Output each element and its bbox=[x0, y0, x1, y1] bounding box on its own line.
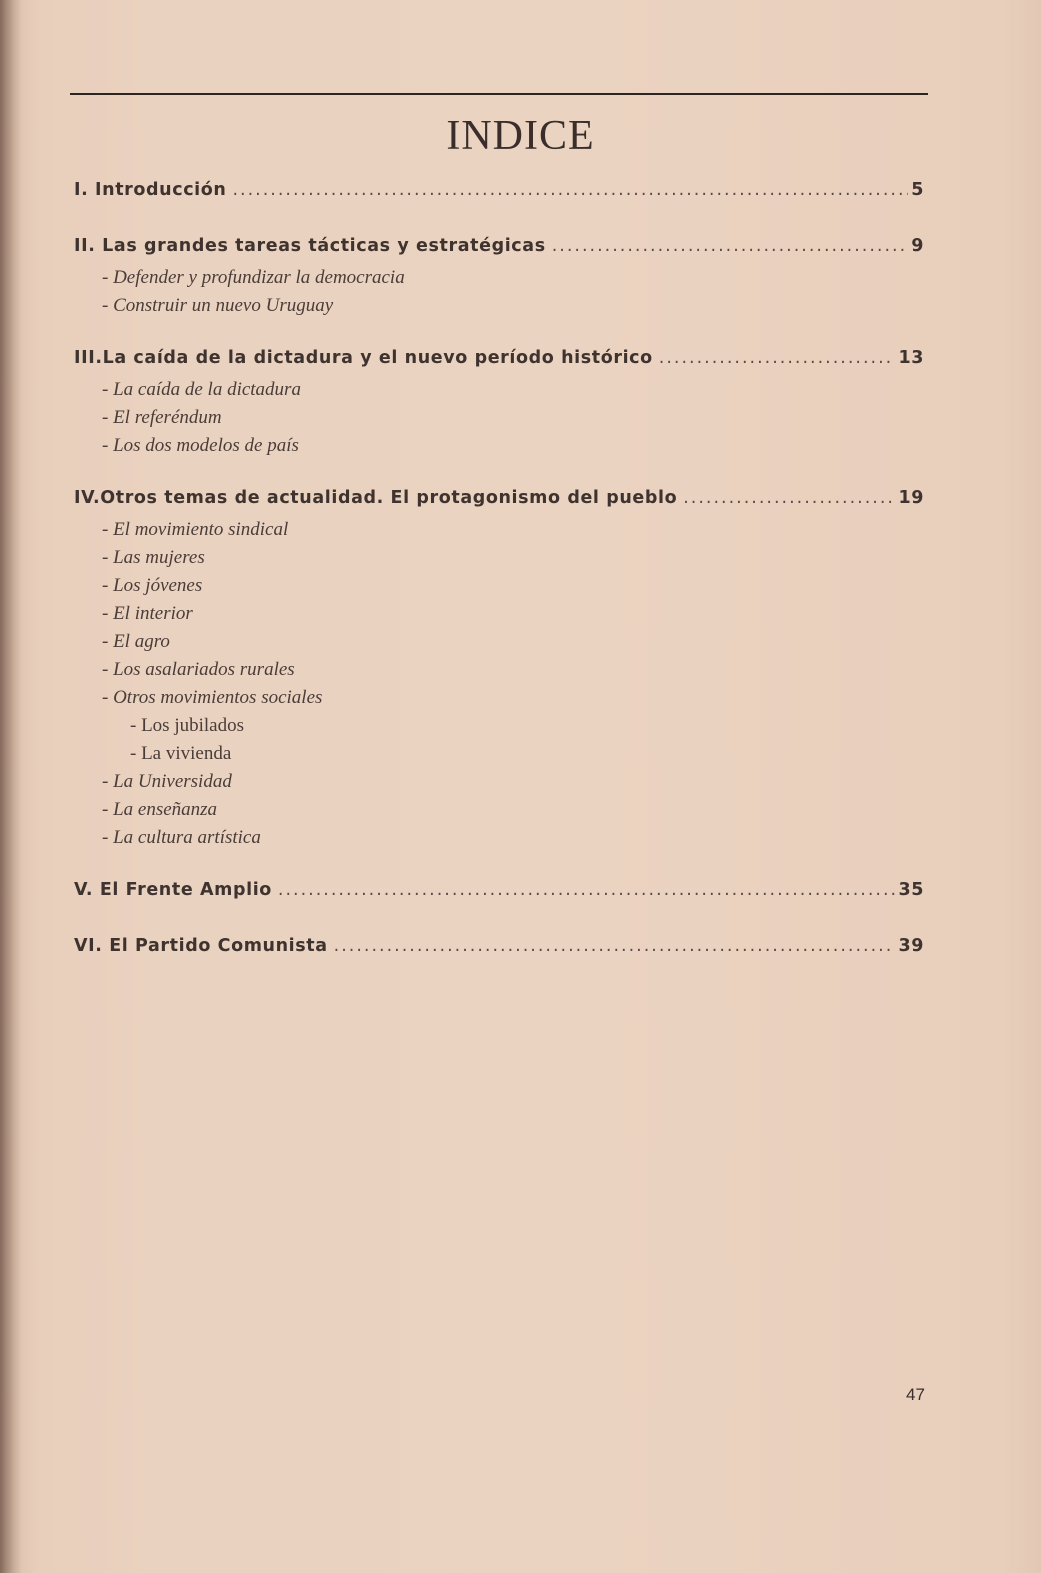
toc-subsubentry: - La vivienda bbox=[130, 743, 232, 764]
toc-subentry: - Las mujeres bbox=[102, 547, 205, 568]
table-of-contents bbox=[74, 180, 924, 964]
toc-entry-label: IV.Otros temas de actualidad. El protagonismo del pueblo bbox=[74, 488, 678, 508]
toc-entry-page: 39 bbox=[898, 936, 924, 956]
dot-leader bbox=[278, 880, 896, 900]
toc-entry-page: 9 bbox=[911, 236, 924, 256]
toc-entry bbox=[74, 236, 924, 264]
toc-subentry: - La cultura artística bbox=[102, 827, 261, 848]
toc-section bbox=[74, 488, 924, 852]
toc-entry-label: VI. El Partido Comunista bbox=[74, 936, 328, 956]
toc-subentry: - Los dos modelos de país bbox=[102, 435, 299, 456]
toc-section bbox=[74, 936, 924, 964]
page-number: 47 bbox=[906, 1385, 925, 1404]
toc-section bbox=[74, 236, 924, 320]
toc-subentry: - Defender y profundizar la democracia bbox=[102, 267, 405, 288]
toc-entry bbox=[74, 488, 924, 516]
toc-entry bbox=[74, 936, 924, 964]
toc-subentry: - Otros movimientos sociales bbox=[102, 687, 323, 708]
header-rule bbox=[70, 93, 928, 95]
toc-entry-label: I. Introducción bbox=[74, 180, 227, 200]
toc-entry-label: II. Las grandes tareas tácticas y estratégicas bbox=[74, 236, 546, 256]
toc-entry-page: 19 bbox=[898, 488, 924, 508]
toc-section bbox=[74, 880, 924, 908]
toc-entry bbox=[74, 180, 924, 208]
toc-subentry: - La Universidad bbox=[102, 771, 232, 792]
toc-entry-page: 35 bbox=[898, 880, 924, 900]
toc-section bbox=[74, 348, 924, 460]
toc-entry-label: V. El Frente Amplio bbox=[74, 880, 272, 900]
dot-leader bbox=[659, 348, 896, 368]
toc-subentry: - Construir un nuevo Uruguay bbox=[102, 295, 334, 316]
dot-leader bbox=[334, 936, 896, 956]
toc-subentry: - La caída de la dictadura bbox=[102, 379, 301, 400]
dot-leader bbox=[683, 488, 895, 508]
toc-subentry: - Los asalariados rurales bbox=[102, 659, 295, 680]
toc-entry-label: III.La caída de la dictadura y el nuevo período histórico bbox=[74, 348, 653, 368]
toc-entry bbox=[74, 880, 924, 908]
toc-subentry: - El agro bbox=[102, 631, 170, 652]
dot-leader bbox=[232, 180, 908, 200]
toc-entry-page: 5 bbox=[911, 180, 924, 200]
page-title: INDICE bbox=[446, 113, 595, 159]
toc-subentry: - Los jóvenes bbox=[102, 575, 203, 596]
toc-subsubentry: - Los jubilados bbox=[130, 715, 244, 736]
dot-leader bbox=[552, 236, 909, 256]
toc-entry bbox=[74, 348, 924, 376]
toc-subentry: - El movimiento sindical bbox=[102, 519, 289, 540]
toc-entry-page: 13 bbox=[898, 348, 924, 368]
toc-subentry: - El referéndum bbox=[102, 407, 222, 428]
toc-subentry: - El interior bbox=[102, 603, 193, 624]
spine-shadow bbox=[0, 0, 22, 1573]
toc-subentry: - La enseñanza bbox=[102, 799, 218, 820]
toc-section bbox=[74, 180, 924, 208]
